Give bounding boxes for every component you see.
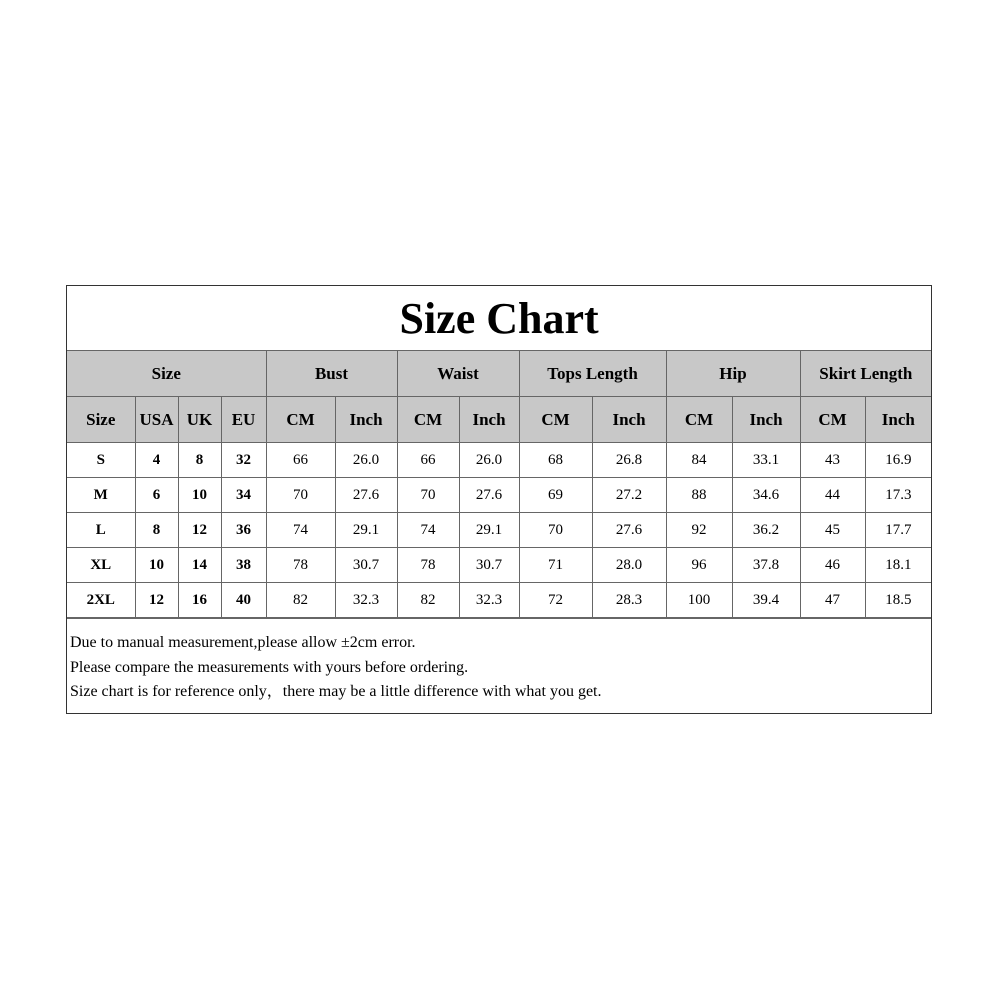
cell-eu: 36 <box>221 513 266 548</box>
cell-usa: 10 <box>135 548 178 583</box>
cell-bust-cm: 70 <box>266 478 335 513</box>
notes-section <box>67 618 931 709</box>
cell-bust-cm: 78 <box>266 548 335 583</box>
cell-usa: 4 <box>135 443 178 478</box>
cell-eu: 34 <box>221 478 266 513</box>
cell-hip-cm: 100 <box>666 583 732 618</box>
unit-header-bust-inch: Inch <box>335 397 397 443</box>
cell-size: M <box>67 478 135 513</box>
unit-header-waist-inch: Inch <box>459 397 519 443</box>
table-row <box>67 478 931 513</box>
unit-header-row <box>67 397 931 443</box>
cell-waist-inch: 30.7 <box>459 548 519 583</box>
note-line: Please compare the measurements with yours before ordering. <box>70 658 469 676</box>
unit-header-hip-inch: Inch <box>732 397 800 443</box>
cell-bust-inch: 26.0 <box>335 443 397 478</box>
cell-hip-inch: 37.8 <box>732 548 800 583</box>
cell-usa: 8 <box>135 513 178 548</box>
cell-waist-inch: 29.1 <box>459 513 519 548</box>
cell-bust-inch: 29.1 <box>335 513 397 548</box>
cell-hip-inch: 36.2 <box>732 513 800 548</box>
cell-tops-cm: 68 <box>519 443 592 478</box>
cell-waist-inch: 27.6 <box>459 478 519 513</box>
table-row <box>67 513 931 548</box>
cell-tops-cm: 69 <box>519 478 592 513</box>
cell-skirt-cm: 44 <box>800 478 865 513</box>
size-table <box>67 286 931 618</box>
unit-header-waist-cm: CM <box>397 397 459 443</box>
cell-usa: 6 <box>135 478 178 513</box>
cell-hip-cm: 88 <box>666 478 732 513</box>
cell-tops-cm: 70 <box>519 513 592 548</box>
cell-skirt-cm: 46 <box>800 548 865 583</box>
cell-uk: 8 <box>178 443 221 478</box>
unit-header-size: Size <box>67 397 135 443</box>
group-header-tops-length: Tops Length <box>519 351 666 397</box>
cell-bust-inch: 30.7 <box>335 548 397 583</box>
unit-header-skirt-inch: Inch <box>865 397 931 443</box>
cell-tops-inch: 27.6 <box>592 513 666 548</box>
cell-hip-inch: 33.1 <box>732 443 800 478</box>
cell-uk: 16 <box>178 583 221 618</box>
unit-header-hip-cm: CM <box>666 397 732 443</box>
unit-header-eu: EU <box>221 397 266 443</box>
table-row <box>67 548 931 583</box>
group-header-bust: Bust <box>266 351 397 397</box>
cell-skirt-inch: 17.7 <box>865 513 931 548</box>
cell-hip-cm: 96 <box>666 548 732 583</box>
cell-waist-inch: 32.3 <box>459 583 519 618</box>
cell-tops-cm: 72 <box>519 583 592 618</box>
cell-size: 2XL <box>67 583 135 618</box>
chart-title: Size Chart <box>67 286 931 351</box>
cell-bust-cm: 82 <box>266 583 335 618</box>
cell-eu: 32 <box>221 443 266 478</box>
cell-tops-inch: 27.2 <box>592 478 666 513</box>
cell-uk: 10 <box>178 478 221 513</box>
cell-waist-cm: 70 <box>397 478 459 513</box>
unit-header-tops-inch: Inch <box>592 397 666 443</box>
unit-header-skirt-cm: CM <box>800 397 865 443</box>
note-line: Due to manual measurement,please allow ±2cm error. <box>70 634 416 651</box>
group-header-size: Size <box>67 351 266 397</box>
group-header-skirt-length: Skirt Length <box>800 351 931 397</box>
cell-tops-inch: 28.0 <box>592 548 666 583</box>
group-header-waist: Waist <box>397 351 519 397</box>
cell-size: S <box>67 443 135 478</box>
cell-uk: 12 <box>178 513 221 548</box>
cell-bust-inch: 27.6 <box>335 478 397 513</box>
cell-skirt-inch: 18.1 <box>865 548 931 583</box>
cell-uk: 14 <box>178 548 221 583</box>
cell-waist-inch: 26.0 <box>459 443 519 478</box>
unit-header-usa: USA <box>135 397 178 443</box>
cell-hip-inch: 39.4 <box>732 583 800 618</box>
cell-waist-cm: 82 <box>397 583 459 618</box>
unit-header-bust-cm: CM <box>266 397 335 443</box>
cell-skirt-inch: 17.3 <box>865 478 931 513</box>
cell-tops-cm: 71 <box>519 548 592 583</box>
group-header-hip: Hip <box>666 351 800 397</box>
cell-bust-cm: 66 <box>266 443 335 478</box>
cell-waist-cm: 78 <box>397 548 459 583</box>
table-row <box>67 443 931 478</box>
cell-tops-inch: 28.3 <box>592 583 666 618</box>
cell-tops-inch: 26.8 <box>592 443 666 478</box>
cell-hip-inch: 34.6 <box>732 478 800 513</box>
cell-size: XL <box>67 548 135 583</box>
cell-eu: 38 <box>221 548 266 583</box>
size-chart <box>66 285 932 714</box>
group-header-row <box>67 351 931 397</box>
cell-waist-cm: 66 <box>397 443 459 478</box>
cell-eu: 40 <box>221 583 266 618</box>
cell-skirt-inch: 16.9 <box>865 443 931 478</box>
table-row <box>67 583 931 618</box>
cell-skirt-cm: 45 <box>800 513 865 548</box>
cell-skirt-cm: 43 <box>800 443 865 478</box>
unit-header-uk: UK <box>178 397 221 443</box>
cell-bust-inch: 32.3 <box>335 583 397 618</box>
cell-skirt-inch: 18.5 <box>865 583 931 618</box>
note-line: Size chart is for reference only，there may be a little difference with what you get. <box>70 683 602 700</box>
cell-bust-cm: 74 <box>266 513 335 548</box>
cell-size: L <box>67 513 135 548</box>
cell-waist-cm: 74 <box>397 513 459 548</box>
cell-hip-cm: 84 <box>666 443 732 478</box>
cell-usa: 12 <box>135 583 178 618</box>
unit-header-tops-cm: CM <box>519 397 592 443</box>
cell-hip-cm: 92 <box>666 513 732 548</box>
cell-skirt-cm: 47 <box>800 583 865 618</box>
